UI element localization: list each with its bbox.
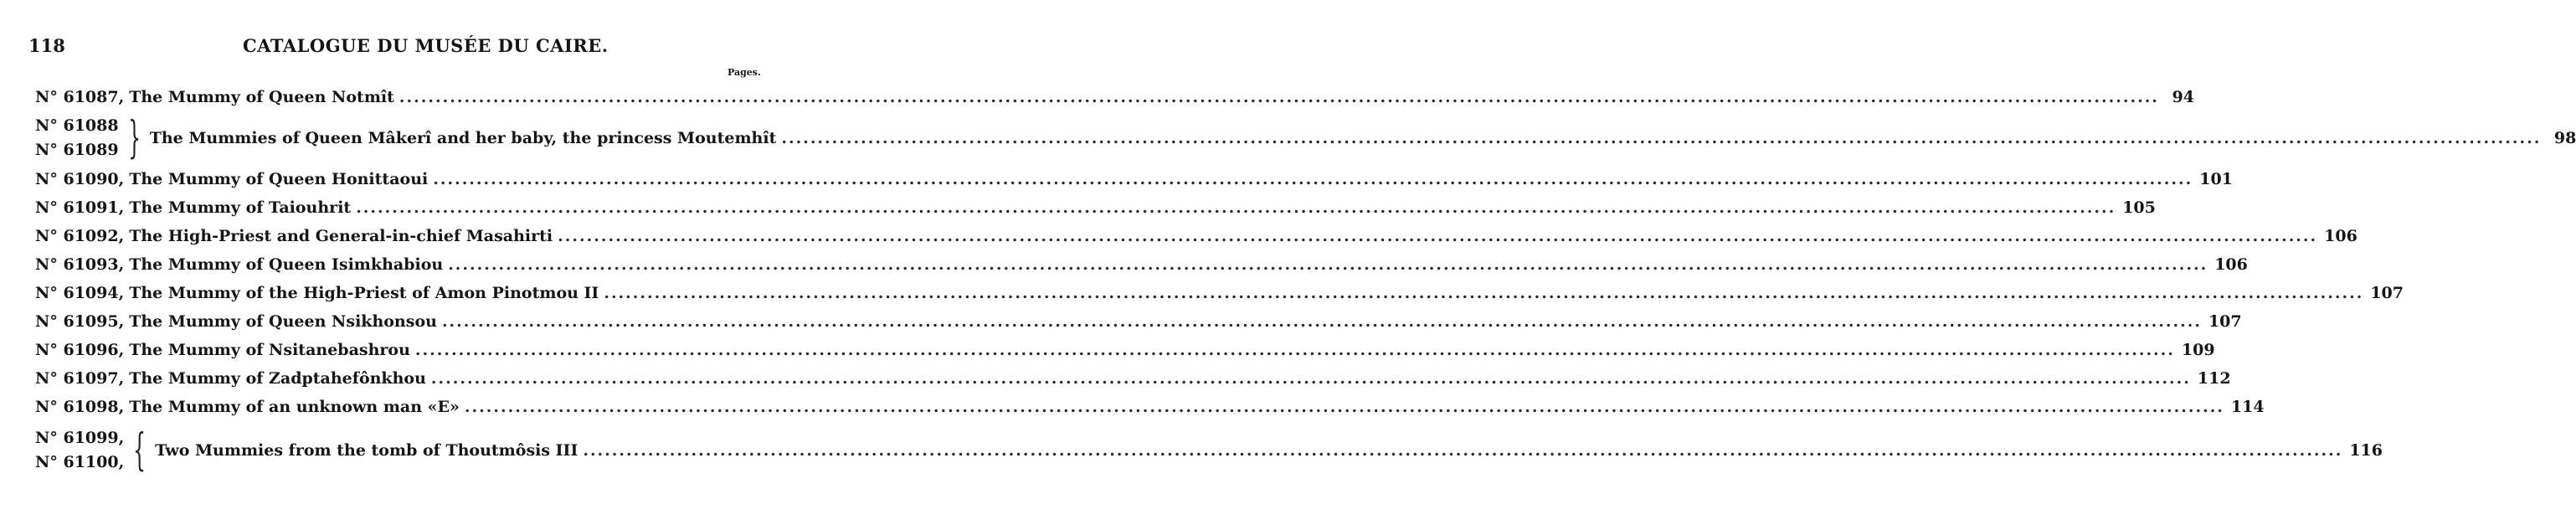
catalogue-number: N° 61098, <box>35 398 125 416</box>
page-reference: 107 <box>2370 284 2404 302</box>
toc-entry <box>35 222 2357 250</box>
entry-title: The Mummy of Queen Nsikhonsou <box>129 312 437 331</box>
page-reference: 94 <box>2172 88 2194 106</box>
toc-entry <box>35 165 2233 193</box>
table-of-contents <box>35 83 2576 478</box>
page-reference: 106 <box>2324 227 2357 245</box>
dot-leader <box>442 307 2202 336</box>
catalogue-number: N° 61096, <box>35 341 125 359</box>
toc-entry <box>35 83 2194 111</box>
entry-title: The High-Priest and General-in-chief Masahirti <box>129 227 553 245</box>
page-reference: 101 <box>2199 170 2233 188</box>
dot-leader <box>448 250 2208 279</box>
catalogue-number: N° 61087, <box>35 88 125 106</box>
page-reference: 112 <box>2197 369 2231 388</box>
entry-title: The Mummy of Taiouhrit <box>129 198 352 217</box>
page-reference: 106 <box>2214 255 2248 274</box>
page-reference: 98 <box>2553 129 2576 147</box>
dot-leader <box>431 364 2191 393</box>
page-reference: 114 <box>2230 398 2265 416</box>
catalogue-number: N° 61093, <box>35 255 125 274</box>
dot-leader <box>558 222 2317 250</box>
catalogue-number: N° 61099, <box>35 429 125 447</box>
brace-mark: { <box>133 425 147 476</box>
dot-leader <box>399 83 2159 111</box>
dot-leader <box>465 393 2224 421</box>
dot-leader <box>781 124 2541 152</box>
dot-leader <box>356 193 2116 222</box>
toc-entry <box>35 307 2242 336</box>
page-number: 118 <box>28 35 65 56</box>
toc-entry <box>35 250 2248 279</box>
catalogue-number: N° 61100, <box>35 453 125 471</box>
dot-leader <box>583 436 2342 465</box>
page-reference: 116 <box>2349 441 2383 460</box>
page-reference: 109 <box>2181 341 2215 359</box>
toc-entry-group <box>35 423 2383 478</box>
pages-column-heading: Pages. <box>728 67 761 78</box>
catalogue-number: N° 61091, <box>35 198 125 217</box>
entry-title: The Mummy of the High-Priest of Amon Pinotmou II <box>129 284 599 302</box>
toc-entry <box>35 193 2156 222</box>
entry-title: The Mummy of Queen Notmît <box>129 88 394 106</box>
entry-title: The Mummies of Queen Mâkerî and her baby, the princess Moutemhît <box>149 129 777 147</box>
dot-leader <box>433 165 2193 193</box>
toc-entry <box>35 279 2404 307</box>
catalogue-number: N° 61090, <box>35 170 125 188</box>
toc-entry-group <box>35 111 2576 165</box>
catalogue-number: N° 61097, <box>35 369 125 388</box>
page-reference: 107 <box>2208 312 2242 331</box>
dot-leader <box>604 279 2363 307</box>
entry-title: The Mummy of an unknown man «E» <box>129 398 460 416</box>
catalogue-number: N° 61094, <box>35 284 125 302</box>
brace-mark: } <box>127 113 141 163</box>
entry-title: The Mummy of Queen Isimkhabiou <box>129 255 444 274</box>
toc-entry <box>35 364 2231 393</box>
catalogue-number: N° 61089 <box>35 141 119 159</box>
entry-title: The Mummy of Nsitanebashrou <box>129 341 410 359</box>
entry-title: Two Mummies from the tomb of Thoutmôsis III <box>155 441 578 460</box>
catalogue-number: N° 61088 <box>35 116 119 135</box>
dot-leader <box>415 336 2175 364</box>
running-head: CATALOGUE DU MUSÉE DU CAIRE. <box>243 35 609 56</box>
page-reference: 105 <box>2122 198 2156 217</box>
entry-title: The Mummy of Queen Honittaoui <box>129 170 429 188</box>
toc-entry <box>35 393 2265 421</box>
catalogue-number: N° 61092, <box>35 227 125 245</box>
catalogue-number: N° 61095, <box>35 312 125 331</box>
entry-title: The Mummy of Zadptahefônkhou <box>129 369 426 388</box>
toc-entry <box>35 336 2215 364</box>
